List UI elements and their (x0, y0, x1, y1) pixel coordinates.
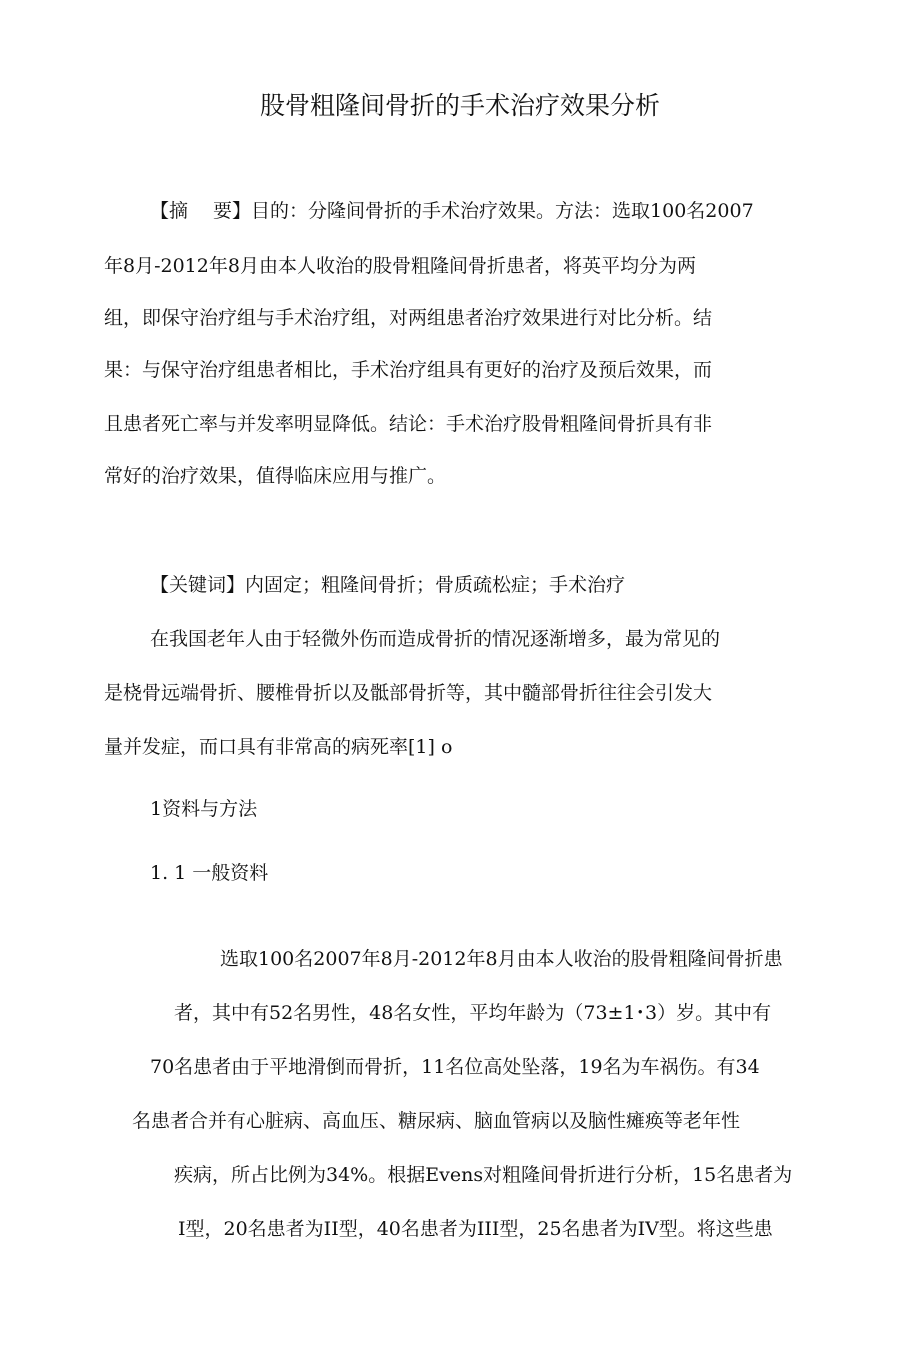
abstract-line: 组，即保守治疗组与手术治疗组，对两组患者治疗效果进行对比分析。结 (104, 307, 713, 329)
intro-line: 量并发症，而口具有非常高的病死率[1] o (104, 736, 453, 758)
body-line: 名患者合并有心脏病、高血压、糖尿病、脑血管病以及脑性瘫痪等老年性 (132, 1110, 741, 1132)
abstract-line: 【摘 要】目的：分隆间骨折的手术治疗效果。方法：选取100名2007 (150, 200, 754, 222)
body-line: 选取100名2007年8月-2012年8月由本人收治的股骨粗隆间骨折患 (220, 948, 783, 970)
abstract-line: 年8月-2012年8月由本人收治的股骨粗隆间骨折患者，将英平均分为两 (104, 255, 696, 277)
body-line: 疾病，所占比例为34%。根据Evens对粗隆间骨折进行分析，15名患者为 (174, 1164, 793, 1186)
section-heading: 1资料与方法 (150, 798, 258, 820)
intro-line: 是桡骨远端骨折、腰椎骨折以及骶部骨折等，其中髓部骨折往往会引发大 (104, 682, 713, 704)
document-title: 股骨粗隆间骨折的手术治疗效果分析 (259, 91, 660, 120)
body-line: 者，其中有52名男性，48名女性，平均年龄为（73±1･3）岁。其中有 (174, 1002, 772, 1024)
abstract-line: 果：与保守治疗组患者相比，手术治疗组具有更好的治疗及预后效果，而 (104, 359, 713, 381)
intro-line: 在我国老年人由于轻微外伤而造成骨折的情况逐渐增多，最为常见的 (150, 628, 721, 650)
subsection-heading: 1. 1 一般资料 (150, 862, 269, 884)
abstract-line: 且患者死亡率与并发率明显降低。结论：手术治疗股骨粗隆间骨折具有非 (104, 413, 713, 435)
keywords: 【关键词】内固定；粗隆间骨折；骨质疏松症；手术治疗 (150, 574, 626, 596)
body-line: 70名患者由于平地滑倒而骨折，11名位高处坠落，19名为车祸伤。有34 (150, 1056, 760, 1078)
body-line: I型，20名患者为II型，40名患者为III型，25名患者为IV型。将这些患 (178, 1218, 773, 1240)
abstract-line: 常好的治疗效果，值得临床应用与推广。 (104, 465, 447, 487)
